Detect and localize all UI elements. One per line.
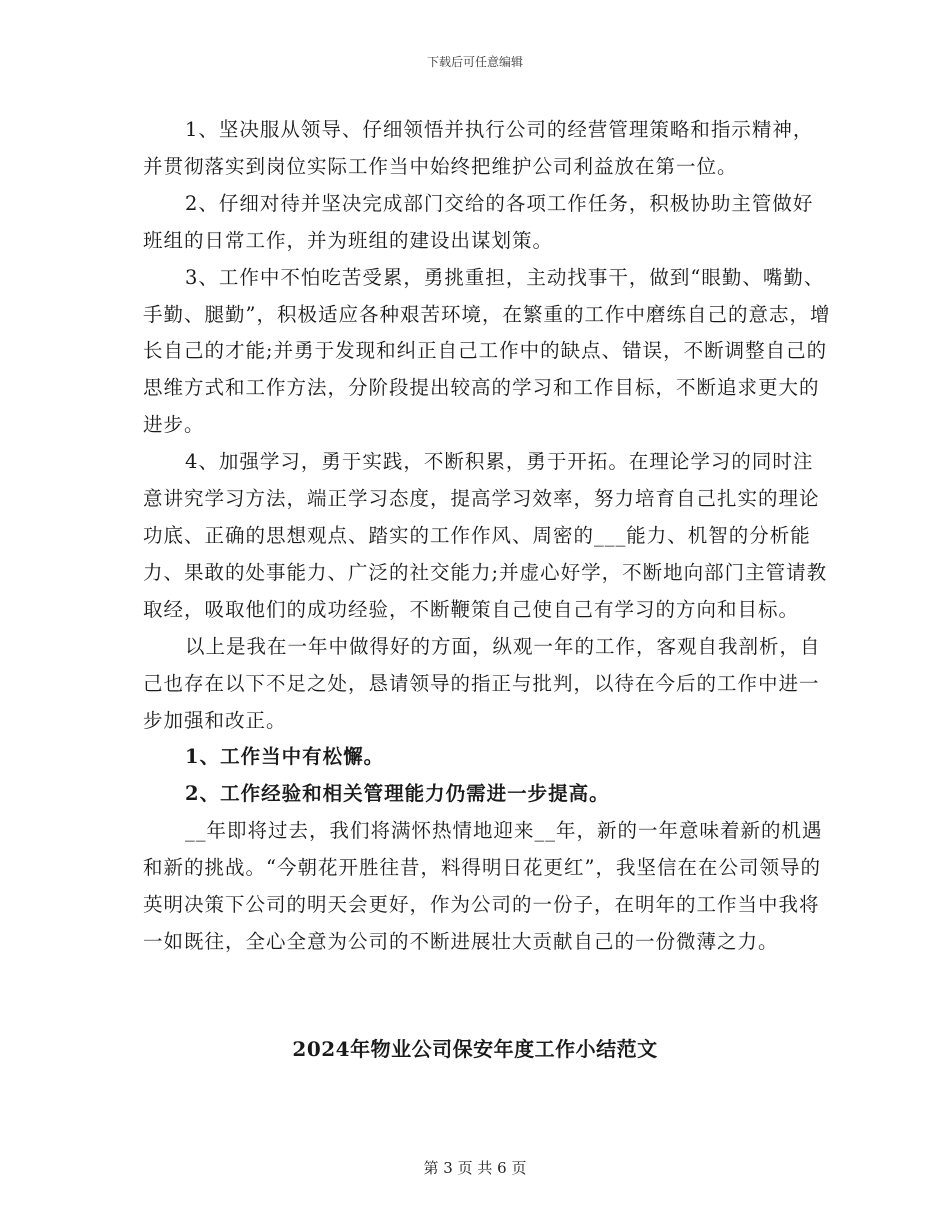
paragraph-2: 2、仔细对待并坚决完成部门交给的各项工作任务，积极协助主管做好班组的日常工作，并为班组的建设出谋划策。: [143, 191, 814, 252]
paragraph-closing: __年即将过去，我们将满怀热情地迎来__年，新的一年意味着新的机遇和新的挑战。“今朝花开胜往昔，料得明日花更红”，我坚信在在公司领导的英明决策下公司的明天会更好，作为公司的一份子，在明年的工作当中我将一如既往，全心全意为公司的不断进展壮大贡献自己的一份微薄之力。: [143, 819, 823, 953]
paragraph-4: 4、加强学习，勇于实践，不断积累，勇于开拓。在理论学习的同时注意讲究学习方法，端正学习态度，提高学习效率，努力培育自己扎实的理论功底、正确的思想观点、踏实的工作作风、周密的___能力、机智的分析能力、果敢的处事能力、广泛的社交能力;并虚心好学，不断地向部门主管请教取经，吸取他们的成功经验，不断鞭策自己使自己有学习的方向和目标。: [143, 450, 828, 621]
paragraph-1: 1、坚决服从领导、仔细领悟并执行公司的经营管理策略和指示精神，并贯彻落实到岗位实际工作当中始终把维护公司利益放在第一位。: [143, 118, 814, 178]
page-header-note: 下载后可任意编辑: [426, 55, 523, 69]
paragraph-5: 以上是我在一年中做得好的方面，纵观一年的工作，客观自我剖析，自己也存在以下不足之处，恳请领导的指正与批判，以待在今后的工作中进一步加强和改正。: [143, 634, 821, 732]
section-title: 2024年物业公司保安年度工作小结范文: [292, 1037, 658, 1061]
page-footer: 第 3 页 共 6 页: [423, 1159, 527, 1177]
paragraph-3: 3、工作中不怕吃苦受累，勇挑重担，主动找事干，做到“眼勤、嘴勤、手勤、腿勤”，积极适应各种艰苦环境，在繁重的工作中磨练自己的意志，增长自己的才能;并勇于发现和纠正自己工作中的缺点、错误，不断调整自己的思维方式和工作方法，分阶段提出较高的学习和工作目标，不断追求更大的进步。: [143, 265, 831, 437]
shortcoming-item-1: 1、工作当中有松懈。: [185, 745, 385, 769]
document-body: [143, 112, 833, 961]
shortcoming-item-2: 2、工作经验和相关管理能力仍需进一步提高。: [185, 782, 610, 806]
